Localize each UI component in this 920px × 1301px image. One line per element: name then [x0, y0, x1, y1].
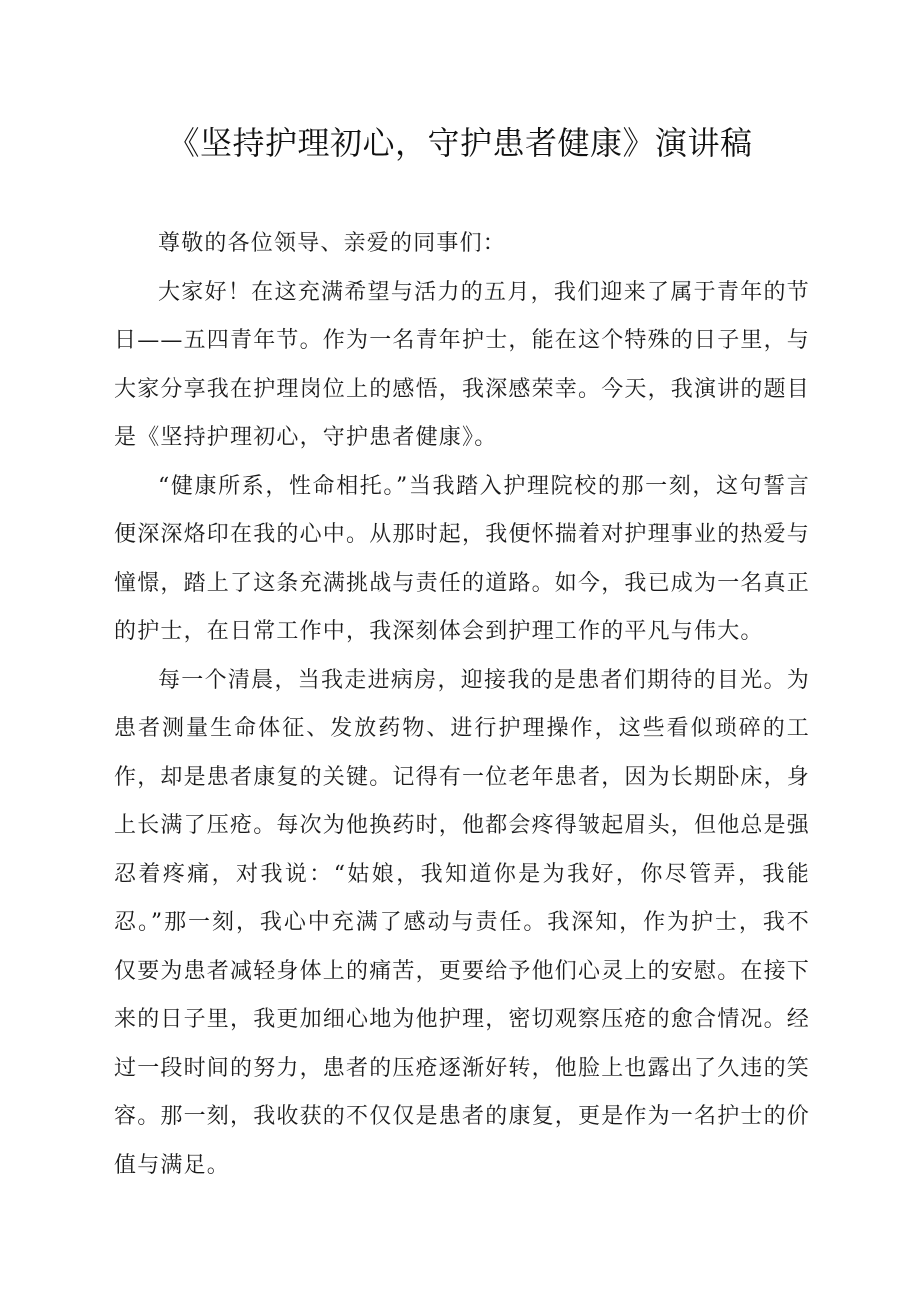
document-title: 《坚持护理初心，守护患者健康》演讲稿: [167, 124, 753, 162]
body-paragraph: “健康所系，性命相托。”当我踏入护理院校的那一刻，这句誓言便深深烙印在我的心中。从那时起，我便怀揣着对护理事业的热爱与憧憬，踏上了这条充满挑战与责任的道路。如今，我已成为一名真正的护士，在日常工作中，我深刻体会到护理工作的平凡与伟大。: [114, 473, 811, 644]
salutation-paragraph: 尊敬的各位领导、亲爱的同事们：: [158, 231, 507, 256]
document-body: [114, 220, 810, 1190]
body-paragraph: 每一个清晨，当我走进病房，迎接我的是患者们期待的目光。为患者测量生命体征、发放药物、进行护理操作，这些看似琐碎的工作，却是患者康复的关键。记得有一位老年患者，因为长期卧床，身上长满了压疮。每次为他换药时，他都会疼得皱起眉头，但他总是强忍着疼痛，对我说：“姑娘，我知道你是为我好，你尽管弄，我能忍。”那一刻，我心中充满了感动与责任。我深知，作为护士，我不仅要为患者减轻身体上的痛苦，更要给予他们心灵上的安慰。在接下来的日子里，我更加细心地为他护理，密切观察压疮的愈合情况。经过一段时间的努力，患者的压疮逐渐好转，他脸上也露出了久违的笑容。那一刻，我收获的不仅仅是患者的康复，更是作为一名护士的价值与满足。: [114, 667, 811, 1178]
body-paragraph: 大家好！在这充满希望与活力的五月，我们迎来了属于青年的节日——五四青年节。作为一名青年护士，能在这个特殊的日子里，与大家分享我在护理岗位上的感悟，我深感荣幸。今天，我演讲的题目是《坚持护理初心，守护患者健康》。: [114, 279, 811, 450]
